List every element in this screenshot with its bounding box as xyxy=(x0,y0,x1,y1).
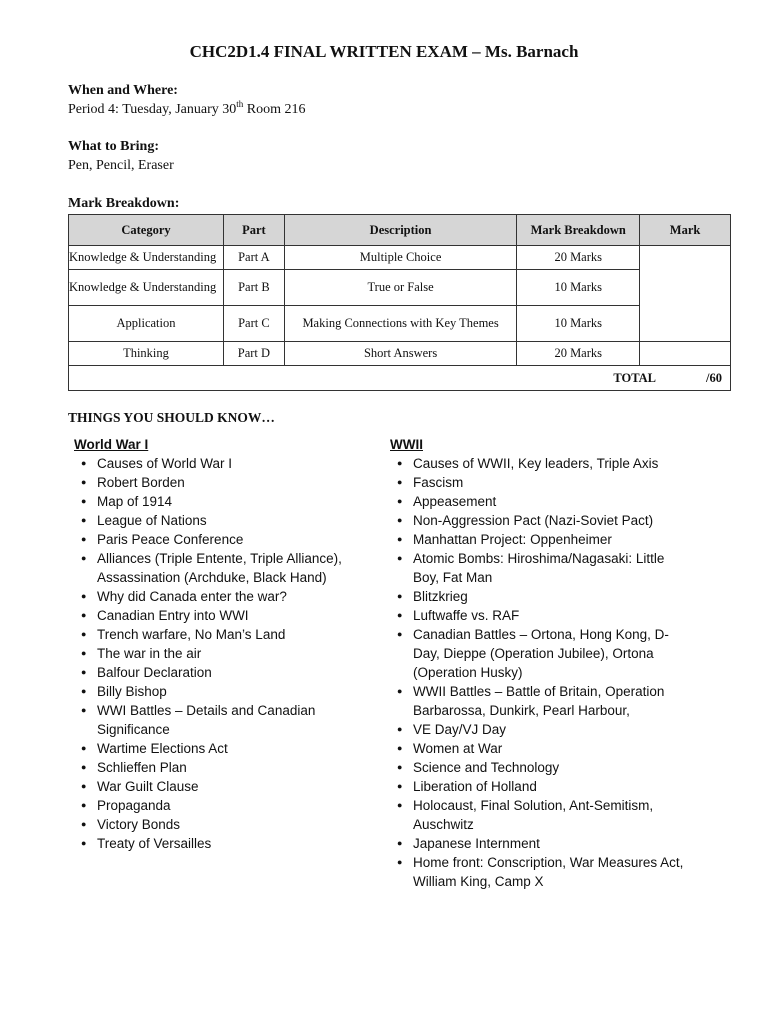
mark-breakdown-table xyxy=(68,214,731,391)
list-item-text: Barbarossa, Dunkirk, Pearl Harbour, xyxy=(413,703,630,718)
bullet-icon: ● xyxy=(81,800,87,810)
list-item-text: (Operation Husky) xyxy=(413,665,523,680)
list-item-text: Manhattan Project: Oppenheimer xyxy=(413,532,612,547)
column-header: Mark xyxy=(640,215,731,246)
list-item xyxy=(74,682,374,701)
list-item-text: Treaty of Versailles xyxy=(97,836,212,851)
marks-cell: 20 Marks xyxy=(517,342,640,366)
list-item-text: Holocaust, Final Solution, Ant-Semitism, xyxy=(413,798,654,813)
description-cell: Making Connections with Key Themes xyxy=(284,306,516,342)
list-item-text: Billy Bishop xyxy=(97,684,167,699)
list-item-text: The war in the air xyxy=(97,646,202,661)
bullet-icon: ● xyxy=(81,705,87,715)
list-item-text: War Guilt Clause xyxy=(97,779,199,794)
list-item xyxy=(74,625,374,644)
column-header: Mark Breakdown xyxy=(517,215,640,246)
total-cell xyxy=(69,366,731,391)
table-header-row xyxy=(69,215,731,246)
list-item xyxy=(390,473,720,492)
description-cell: True or False xyxy=(284,270,516,306)
list-item xyxy=(74,549,374,587)
bullet-icon: ● xyxy=(397,477,403,487)
list-item xyxy=(390,587,720,606)
ww1-topic-list xyxy=(74,454,374,853)
list-item xyxy=(390,511,720,530)
mark-entry-cell xyxy=(640,246,731,342)
list-item xyxy=(390,530,720,549)
list-item xyxy=(390,796,720,834)
things-to-know-heading: THINGS YOU SHOULD KNOW… xyxy=(68,410,275,425)
list-item xyxy=(74,530,374,549)
list-item-text: VE Day/VJ Day xyxy=(413,722,507,737)
list-item xyxy=(390,758,720,777)
column-header: Category xyxy=(69,215,224,246)
bullet-icon: ● xyxy=(81,534,87,544)
bullet-icon: ● xyxy=(397,610,403,620)
bullet-icon: ● xyxy=(397,515,403,525)
list-item-text: Significance xyxy=(97,722,170,737)
list-item-text: Japanese Internment xyxy=(413,836,540,851)
list-item-text: Causes of World War I xyxy=(97,456,233,471)
list-item-text: Why did Canada enter the war? xyxy=(97,589,287,604)
list-item-text: Paris Peace Conference xyxy=(97,532,244,547)
list-item-text: League of Nations xyxy=(97,513,207,528)
bullet-icon: ● xyxy=(397,553,403,563)
bullet-icon: ● xyxy=(81,762,87,772)
marks-cell: 20 Marks xyxy=(517,246,640,270)
list-item-text: Causes of WWII, Key leaders, Triple Axis xyxy=(413,456,659,471)
description-cell: Multiple Choice xyxy=(284,246,516,270)
part-cell: Part D xyxy=(223,342,284,366)
list-item-text: Blitzkrieg xyxy=(413,589,468,604)
list-item-text: Fascism xyxy=(413,475,464,490)
bullet-icon: ● xyxy=(81,838,87,848)
list-item xyxy=(74,492,374,511)
total-label: TOTAL xyxy=(613,370,657,385)
list-item xyxy=(390,777,720,796)
list-item xyxy=(390,720,720,739)
total-value: /60 xyxy=(706,370,722,385)
list-item-text: Women at War xyxy=(413,741,503,756)
list-item-text: Non-Aggression Pact (Nazi-Soviet Pact) xyxy=(413,513,654,528)
list-item-text: Map of 1914 xyxy=(97,494,173,509)
list-item xyxy=(74,511,374,530)
marks-cell: 10 Marks xyxy=(517,306,640,342)
list-item xyxy=(74,796,374,815)
list-item-text: Canadian Battles – Ortona, Hong Kong, D- xyxy=(413,627,669,642)
list-item-text: Assassination (Archduke, Black Hand) xyxy=(97,570,327,585)
description-cell: Short Answers xyxy=(284,342,516,366)
list-item-text: Boy, Fat Man xyxy=(413,570,493,585)
table-row xyxy=(69,270,731,306)
list-item xyxy=(74,587,374,606)
total-row xyxy=(69,366,731,391)
list-item-text: Auschwitz xyxy=(413,817,474,832)
column-header: Description xyxy=(284,215,516,246)
bullet-icon: ● xyxy=(397,800,403,810)
part-cell: Part C xyxy=(223,306,284,342)
bullet-icon: ● xyxy=(81,477,87,487)
table-row xyxy=(69,246,731,270)
ww2-topic-list xyxy=(390,454,720,891)
list-item xyxy=(74,815,374,834)
list-item-text: Home front: Conscription, War Measures Act, xyxy=(413,855,684,870)
bullet-icon: ● xyxy=(397,496,403,506)
bullet-icon: ● xyxy=(397,838,403,848)
list-item-text: Atomic Bombs: Hiroshima/Nagasaki: Little xyxy=(413,551,665,566)
bullet-icon: ● xyxy=(397,686,403,696)
list-item-text: Robert Borden xyxy=(97,475,185,490)
list-item-text: WWII Battles – Battle of Britain, Operation xyxy=(413,684,665,699)
list-item-text: Schlieffen Plan xyxy=(97,760,187,775)
bullet-icon: ● xyxy=(397,629,403,639)
list-item xyxy=(74,777,374,796)
category-cell: Thinking xyxy=(69,342,224,366)
bullet-icon: ● xyxy=(397,743,403,753)
list-item xyxy=(74,606,374,625)
list-item xyxy=(74,834,374,853)
list-item xyxy=(390,625,720,682)
list-item xyxy=(390,853,720,891)
list-item-text: Appeasement xyxy=(413,494,497,509)
bullet-icon: ● xyxy=(81,781,87,791)
list-item xyxy=(390,549,720,587)
list-item xyxy=(390,682,720,720)
table-row xyxy=(69,306,731,342)
bullet-icon: ● xyxy=(81,819,87,829)
bullet-icon: ● xyxy=(81,458,87,468)
bullet-icon: ● xyxy=(397,458,403,468)
bullet-icon: ● xyxy=(81,553,87,563)
list-item-text: Propaganda xyxy=(97,798,171,813)
bullet-icon: ● xyxy=(397,762,403,772)
column-header: Part xyxy=(223,215,284,246)
what-to-bring-heading: What to Bring: xyxy=(68,139,159,154)
marks-cell: 10 Marks xyxy=(517,270,640,306)
list-item xyxy=(74,473,374,492)
list-item xyxy=(74,758,374,777)
ww1-heading: World War I xyxy=(74,437,149,452)
bullet-icon: ● xyxy=(81,629,87,639)
ww2-heading: WWII xyxy=(390,437,423,452)
bullet-icon: ● xyxy=(81,610,87,620)
category-cell: Knowledge & Understanding xyxy=(69,270,224,306)
page-title: CHC2D1.4 FINAL WRITTEN EXAM – Ms. Barnach xyxy=(189,42,579,61)
bullet-icon: ● xyxy=(81,743,87,753)
list-item-text: Science and Technology xyxy=(413,760,560,775)
bullet-icon: ● xyxy=(81,667,87,677)
part-cell: Part B xyxy=(223,270,284,306)
mark-breakdown-heading: Mark Breakdown: xyxy=(68,196,180,211)
when-where-heading: When and Where: xyxy=(68,83,178,98)
list-item xyxy=(74,701,374,739)
category-cell: Application xyxy=(69,306,224,342)
list-item-text: Trench warfare, No Man’s Land xyxy=(97,627,286,642)
list-item xyxy=(390,606,720,625)
list-item-text: Luftwaffe vs. RAF xyxy=(413,608,520,623)
table-row xyxy=(69,342,731,366)
list-item-text: Victory Bonds xyxy=(97,817,181,832)
list-item xyxy=(74,663,374,682)
bullet-icon: ● xyxy=(81,496,87,506)
when-where-text: Period 4: Tuesday, January 30th Room 216 xyxy=(68,99,306,117)
bullet-icon: ● xyxy=(397,724,403,734)
category-cell: Knowledge & Understanding xyxy=(69,246,224,270)
list-item-text: Balfour Declaration xyxy=(97,665,212,680)
list-item xyxy=(390,739,720,758)
bullet-icon: ● xyxy=(81,591,87,601)
list-item-text: Liberation of Holland xyxy=(413,779,537,794)
list-item xyxy=(74,454,374,473)
list-item xyxy=(390,454,720,473)
bullet-icon: ● xyxy=(81,686,87,696)
mark-entry-cell xyxy=(640,342,731,366)
list-item xyxy=(390,834,720,853)
bullet-icon: ● xyxy=(81,648,87,658)
list-item xyxy=(74,644,374,663)
ww2-section xyxy=(390,437,720,891)
ww1-section xyxy=(74,437,374,853)
bullet-icon: ● xyxy=(397,534,403,544)
bullet-icon: ● xyxy=(397,591,403,601)
list-item-text: WWI Battles – Details and Canadian xyxy=(97,703,316,718)
list-item xyxy=(390,492,720,511)
bullet-icon: ● xyxy=(81,515,87,525)
part-cell: Part A xyxy=(223,246,284,270)
what-to-bring-text: Pen, Pencil, Eraser xyxy=(68,158,174,173)
list-item-text: Day, Dieppe (Operation Jubilee), Ortona xyxy=(413,646,654,661)
list-item-text: William King, Camp X xyxy=(413,874,544,889)
list-item-text: Wartime Elections Act xyxy=(97,741,228,756)
list-item xyxy=(74,739,374,758)
bullet-icon: ● xyxy=(397,857,403,867)
list-item-text: Alliances (Triple Entente, Triple Alliance), xyxy=(97,551,342,566)
list-item-text: Canadian Entry into WWI xyxy=(97,608,249,623)
bullet-icon: ● xyxy=(397,781,403,791)
